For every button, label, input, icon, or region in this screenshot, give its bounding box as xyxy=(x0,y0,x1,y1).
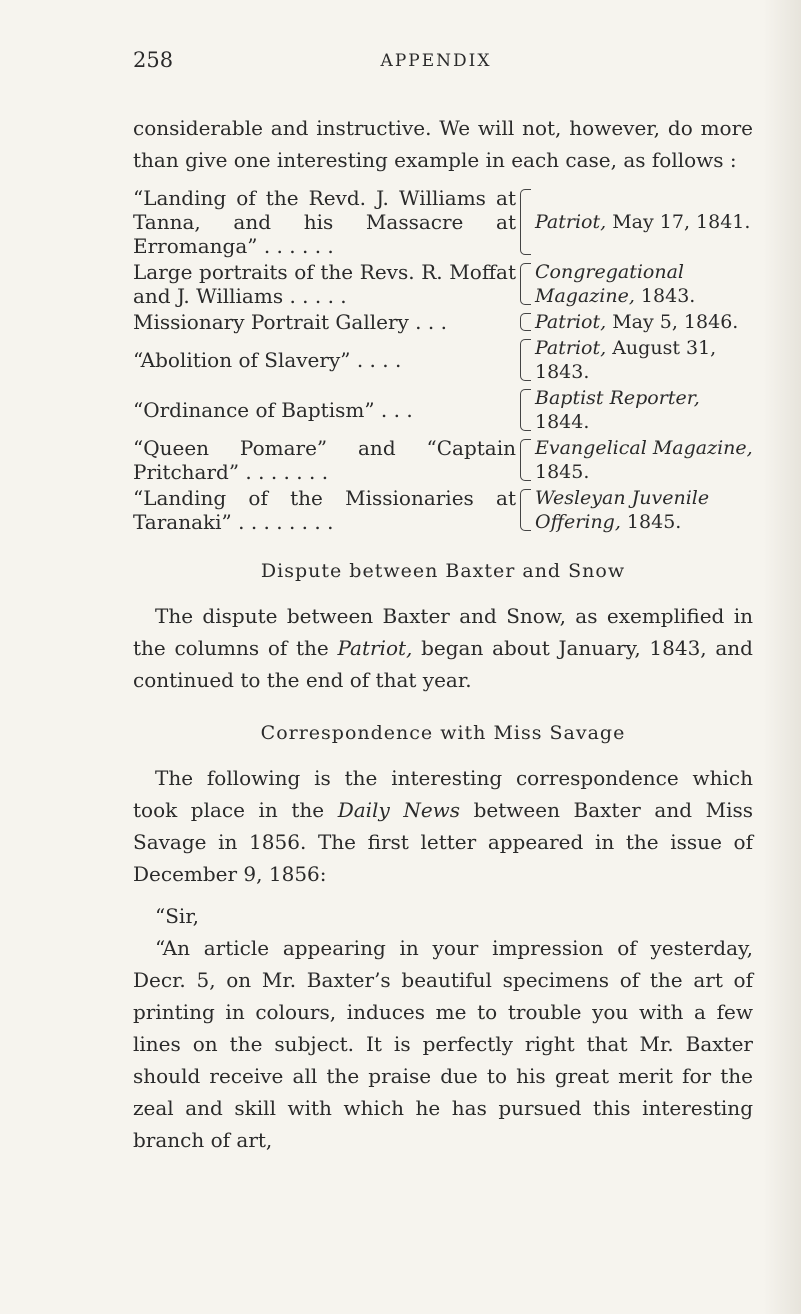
entry-source xyxy=(535,310,753,334)
source-entry xyxy=(133,486,753,534)
source-date: 1845. xyxy=(535,461,590,483)
entry-title: “Landing of the Revd. J. Williams at Tanna, and his Massacre at Erromanga” . . . . . . xyxy=(133,186,516,258)
section-heading-correspondence: Correspondence with Miss Savage xyxy=(260,722,626,744)
source-date: 1843. xyxy=(634,285,696,307)
running-title: APPENDIX xyxy=(380,51,492,71)
correspondence-text-start: The following is the interesting correspondence which took place in the xyxy=(133,766,753,822)
source-date: May 5, 1846. xyxy=(606,311,739,333)
dispute-text-end: began about January, 1843, and continued to the end of that year. xyxy=(133,636,753,692)
source-name: Wesleyan Juvenile Offering, xyxy=(535,487,710,533)
page-number: 258 xyxy=(133,48,174,72)
intro-paragraph: considerable and instructive. We will not, however, do more than give one interesting example in each case, as follows : xyxy=(133,116,753,172)
source-entry xyxy=(133,186,753,258)
brace-mark xyxy=(520,313,531,331)
source-name: Congregational Magazine, xyxy=(535,261,684,307)
entry-title: “Queen Pomare” and “Captain Pritchard” . . . . . . . xyxy=(133,436,516,484)
entry-source xyxy=(535,386,753,434)
entry-title: “Landing of the Missionaries at Taranaki” . . . . . . . . xyxy=(133,486,516,534)
page-header xyxy=(133,48,739,82)
sources-list xyxy=(133,186,753,534)
source-entry xyxy=(133,336,753,384)
source-name: Patriot, xyxy=(535,337,607,359)
source-date: May 17, 1841. xyxy=(606,211,751,233)
dispute-paragraph xyxy=(133,600,753,696)
correspondence-newspaper: Daily News xyxy=(337,798,461,822)
source-name: Baptist Reporter, xyxy=(535,387,700,409)
source-date: 1844. xyxy=(535,411,590,433)
entry-title: Large portraits of the Revs. R. Moffat and J. Williams . . . . . xyxy=(133,260,516,308)
entry-source xyxy=(535,486,753,534)
letter-salutation: “Sir, xyxy=(155,904,200,928)
entry-title: “Ordinance of Baptism” . . . xyxy=(133,398,413,422)
brace-mark xyxy=(520,389,531,431)
source-entry xyxy=(133,260,753,308)
brace-mark xyxy=(520,339,531,381)
dispute-text-start: The dispute between Baxter and Snow, as exemplified in the columns of the xyxy=(133,604,753,660)
page-edge-shadow xyxy=(763,0,801,1314)
brace-mark xyxy=(520,263,531,305)
letter-body: “An article appearing in your impression of yesterday, Decr. 5, on Mr. Baxter’s beautiful specimens of the art of printing in colours, induces me to trouble you with a few lines on the subject. It is perfectly right that Mr. Baxter should receive all the praise due to his great merit for the zeal and skill with which he has pursued this interesting branch of art, xyxy=(133,936,753,1152)
brace-mark xyxy=(520,489,531,531)
section-heading-dispute: Dispute between Baxter and Snow xyxy=(260,560,626,582)
source-date: August 31, 1843. xyxy=(535,337,717,383)
correspondence-paragraph xyxy=(133,762,753,890)
source-name: Patriot, xyxy=(535,311,607,333)
entry-source xyxy=(535,210,753,234)
entry-title: “Abolition of Slavery” . . . . xyxy=(133,348,402,372)
entry-title: Missionary Portrait Gallery . . . xyxy=(133,310,447,334)
source-date: 1845. xyxy=(620,511,682,533)
source-entry xyxy=(133,386,753,434)
dispute-newspaper: Patriot, xyxy=(337,636,413,660)
entry-source xyxy=(535,260,753,308)
page-body xyxy=(133,112,753,1156)
source-entry xyxy=(133,436,753,484)
source-name: Evangelical Magazine, xyxy=(535,437,753,459)
brace-mark xyxy=(520,439,531,481)
source-name: Patriot, xyxy=(535,211,607,233)
brace-mark xyxy=(520,189,531,255)
source-entry xyxy=(133,310,753,334)
entry-source xyxy=(535,436,753,484)
entry-source xyxy=(535,336,753,384)
correspondence-text-end: between Baxter and Miss Savage in 1856. The first letter appeared in the issue of December 9, 1856: xyxy=(133,798,754,886)
